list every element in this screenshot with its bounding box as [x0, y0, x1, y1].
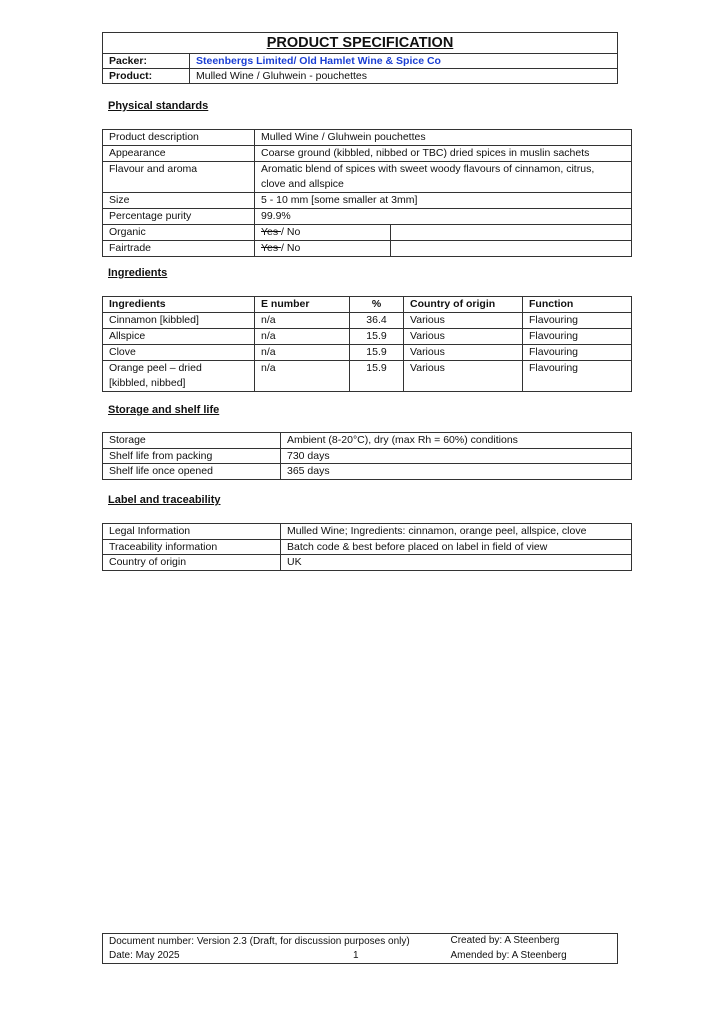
physical-standards-heading: Physical standards [108, 100, 209, 112]
ingredient-name-line: [kibbled, nibbed] [109, 377, 186, 389]
country-of-origin: Various [404, 313, 523, 329]
country-of-origin: Various [404, 345, 523, 361]
footer [102, 933, 618, 964]
row-value: Mulled Wine; Ingredients: cinnamon, orange peel, allspice, clove [281, 524, 632, 540]
table-row [103, 329, 632, 345]
table-row [103, 464, 632, 480]
column-header: Country of origin [404, 297, 523, 313]
e-number: n/a [255, 329, 350, 345]
row-label: Product description [103, 130, 255, 146]
row-value: Batch code & best before placed on label in field of view [281, 539, 632, 555]
table-row [103, 313, 632, 329]
row-label: Size [103, 193, 255, 209]
row-label: Country of origin [103, 555, 281, 571]
row-value: 730 days [281, 448, 632, 464]
row-label: Flavour and aroma [103, 162, 255, 193]
ingredients-table [102, 296, 632, 392]
percentage: 15.9 [350, 329, 404, 345]
e-number: n/a [255, 361, 350, 392]
table-row [103, 345, 632, 361]
e-number: n/a [255, 313, 350, 329]
column-header: Function [523, 297, 632, 313]
row-value-line: Aromatic blend of spices with sweet woody flavours of cinnamon, citrus, [261, 163, 595, 175]
document-number: Document number: Version 2.3 (Draft, for discussion purposes only) [109, 936, 410, 947]
page-title: PRODUCT SPECIFICATION [103, 33, 618, 54]
country-of-origin: Various [404, 361, 523, 392]
struck-option: Yes [261, 226, 282, 238]
e-number: n/a [255, 345, 350, 361]
table-row [103, 162, 632, 193]
row-label: Shelf life once opened [103, 464, 281, 480]
table-header-row [103, 297, 632, 313]
label-traceability-table [102, 523, 632, 571]
product-label: Product: [103, 69, 190, 84]
selected-option: / No [281, 242, 301, 254]
ingredients-heading: Ingredients [108, 267, 168, 279]
row-value: UK [281, 555, 632, 571]
row-value: 365 days [281, 464, 632, 480]
table-row [103, 193, 632, 209]
storage-heading: Storage and shelf life [108, 404, 220, 416]
row-label: Organic [103, 225, 255, 241]
ingredient-name-line: Orange peel – dried [109, 362, 202, 374]
row-value: 5 - 10 mm [some smaller at 3mm] [255, 193, 632, 209]
page-number: 1 [353, 950, 359, 961]
row-label: Storage [103, 433, 281, 449]
footer-left [103, 949, 445, 964]
percentage: 15.9 [350, 361, 404, 392]
selected-option: / No [281, 226, 301, 238]
empty-cell [391, 241, 632, 257]
row-label: Appearance [103, 146, 255, 162]
amended-by: Amended by: A Steenberg [450, 950, 567, 961]
empty-cell [391, 225, 632, 241]
table-row [103, 433, 632, 449]
row-value: 99.9% [255, 209, 632, 225]
document-date: Date: May 2025 [109, 950, 180, 961]
row-value-line: clove and allspice [261, 178, 344, 190]
struck-option: Yes [261, 242, 282, 254]
product-value: Mulled Wine / Gluhwein - pouchettes [190, 69, 618, 84]
column-header: E number [255, 297, 350, 313]
packer-value: Steenbergs Limited/ Old Hamlet Wine & Spice Co [190, 54, 618, 69]
row-value: Coarse ground (kibbled, nibbed or TBC) dried spices in muslin sachets [255, 146, 632, 162]
row-label: Percentage purity [103, 209, 255, 225]
percentage: 36.4 [350, 313, 404, 329]
table-row [103, 225, 632, 241]
row-label: Fairtrade [103, 241, 255, 257]
row-value [255, 162, 632, 193]
row-value: Mulled Wine / Gluhwein pouchettes [255, 130, 632, 146]
table-row [103, 555, 632, 571]
country-of-origin: Various [404, 329, 523, 345]
row-value [255, 241, 391, 257]
table-row [103, 241, 632, 257]
function: Flavouring [523, 345, 632, 361]
function: Flavouring [523, 329, 632, 345]
row-label: Shelf life from packing [103, 448, 281, 464]
row-value [255, 225, 391, 241]
table-row [103, 209, 632, 225]
table-row [103, 361, 632, 392]
storage-table [102, 432, 632, 480]
created-by: Created by: A Steenberg [450, 935, 560, 946]
table-row [103, 146, 632, 162]
ingredient-name: Cinnamon [kibbled] [103, 313, 255, 329]
column-header: Ingredients [103, 297, 255, 313]
row-label: Legal Information [103, 524, 281, 540]
percentage: 15.9 [350, 345, 404, 361]
function: Flavouring [523, 361, 632, 392]
table-row [103, 539, 632, 555]
function: Flavouring [523, 313, 632, 329]
label-traceability-heading: Label and traceability [108, 494, 221, 506]
physical-standards-table [102, 129, 632, 257]
packer-label: Packer: [103, 54, 190, 69]
table-row [103, 448, 632, 464]
ingredient-name: Clove [103, 345, 255, 361]
column-header: % [350, 297, 404, 313]
ingredient-name: Allspice [103, 329, 255, 345]
ingredient-name [103, 361, 255, 392]
row-value: Ambient (8-20°C), dry (max Rh = 60%) conditions [281, 433, 632, 449]
table-row [103, 524, 632, 540]
table-row [103, 130, 632, 146]
row-label: Traceability information [103, 539, 281, 555]
header-table [102, 32, 618, 84]
